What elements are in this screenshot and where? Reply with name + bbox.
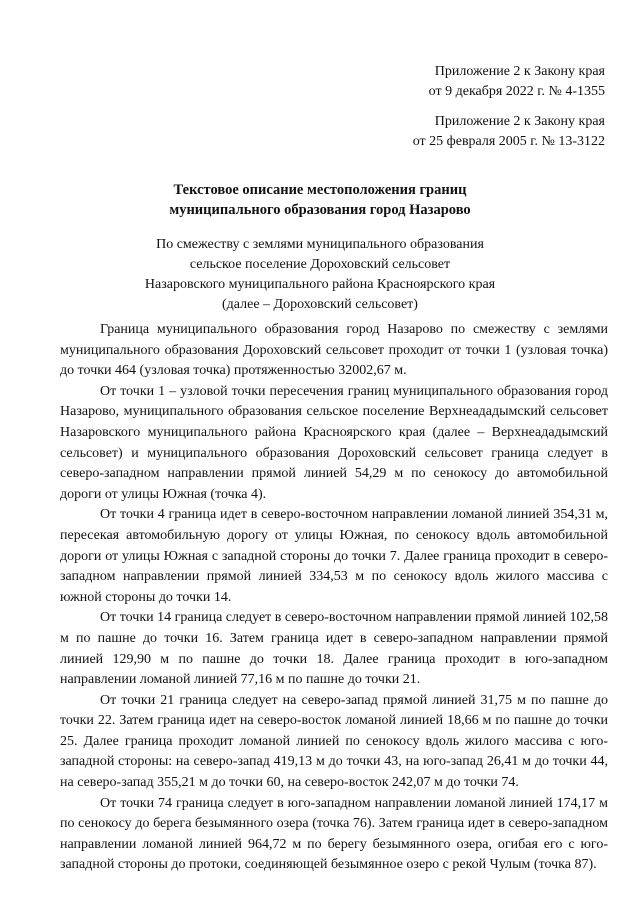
- subtitle-line: По смежеству с землями муниципального образования: [156, 237, 484, 252]
- title-line: муниципального образования город Назарово: [169, 202, 471, 218]
- body-paragraph: От точки 1 – узловой точки пересечения границ муниципального образования город Назарово, муниципального образования сельское поселение Верхнеададымский сельсовет Назаровского муниципального района Красноярского края (далее – Верхнеададымский сельсовет) и муниципального образования Дороховский сельсовет граница следует в северо-западном направлении прямой линией 54,29 м по сенокосу до автомобильной дороги от улицы Южная (точка 4).: [60, 383, 608, 502]
- reference-line: Приложение 2 к Закону края: [434, 114, 605, 129]
- document-body: [60, 320, 608, 876]
- section-subtitle: [0, 235, 640, 315]
- body-paragraph: От точки 21 граница следует на северо-запад прямой линией 31,75 м по пашне до точки 22. Затем граница идет на северо-восток ломаной линией 18,66 м по пашне до точки 25. Далее граница проходит ломаной линией по сенокосу вдоль жилого массива с юго-западной стороны: на северо-запад 419,13 м до точки 43, на юго-запад 26,41 м до точки 44, на северо-запад 355,21 м до точки 60, на северо-восток 242,07 м до точки 74.: [60, 692, 608, 791]
- document-title: [0, 180, 640, 220]
- title-line: Текстовое описание местоположения границ: [173, 182, 467, 198]
- law-reference-original: [413, 112, 605, 152]
- subtitle-line: (далее – Дороховский сельсовет): [222, 297, 418, 312]
- body-paragraph: От точки 14 граница следует в северо-восточном направлении прямой линией 102,58 м по пашне до точки 16. Затем граница идет в северо-западном направлении прямой линией 129,90 м по пашне до точки 18. Далее граница проходит в юго-западном направлении ломаной линией 77,16 м по пашне до точки 21.: [60, 610, 608, 688]
- subtitle-line: сельское поселение Дороховский сельсовет: [189, 257, 451, 272]
- reference-date: от 9 декабря 2022 г. № 4-1355: [428, 84, 605, 99]
- reference-line: Приложение 2 к Закону края: [434, 64, 605, 79]
- body-paragraph: От точки 74 граница следует в юго-западном направлении ломаной линией 174,17 м по сенокосу до берега безымянного озера (точка 76). Затем граница идет в северо-западном направлении ломаной линией 964,72 м по берегу безымянного озера, огибая его с юго-западной стороны до протоки, соединяющей безымянное озеро с рекой Чулым (точка 87).: [60, 795, 608, 873]
- reference-date: от 25 февраля 2005 г. № 13-3122: [412, 134, 605, 149]
- body-paragraph: Граница муниципального образования город Назарово по смежеству с землями муниципального образования Дороховский сельсовет проходит от точки 1 (узловая точка) до точки 464 (узловая точка) протяженностью 32002,67 м.: [60, 322, 608, 379]
- subtitle-line: Назаровского муниципального района Красноярского края: [144, 277, 496, 292]
- law-reference-current: [429, 62, 605, 102]
- body-paragraph: От точки 4 граница идет в северо-восточном направлении ломаной линией 354,31 м, пересекая автомобильную дорогу от улицы Южная, по сенокосу вдоль автомобильной дороги от улицы Южная с западной стороны до точки 7. Далее граница проходит в северо-западном направлении прямой линией 334,53 м по сенокосу вдоль жилого массива с южной стороны до точки 14.: [60, 507, 608, 605]
